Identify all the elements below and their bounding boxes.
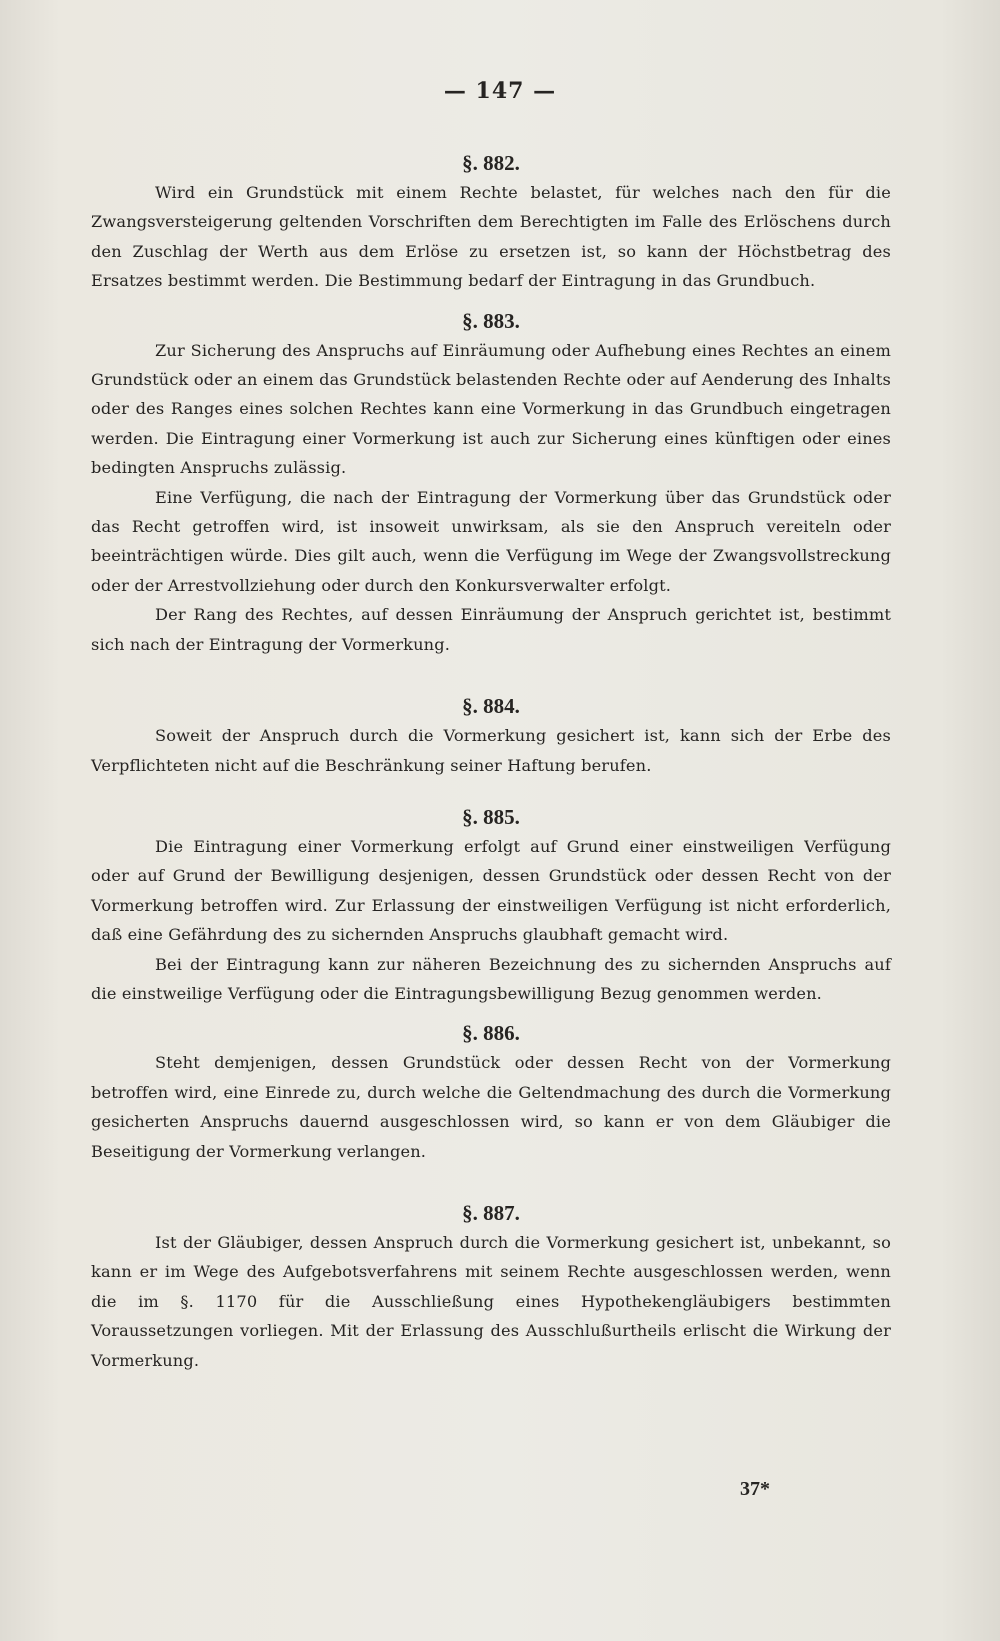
paragraph: Eine Verfügung, die nach der Eintragung der Vormerkung über das Grundstück oder das Recht getroffen wird, ist insoweit unwirksam, als sie den Anspruch vereiteln oder beeinträchtigen würde. Dies gilt auch, wenn die Verfügung im Wege der Zwangsvollstreckung oder der Arrestvollziehung oder durch den Konkursverwalter erfolgt. bbox=[91, 487, 891, 595]
sheet-signature: 37* bbox=[740, 1478, 770, 1500]
paragraph: Der Rang des Rechtes, auf dessen Einräumung der Anspruch gerichtet ist, bestimmt sich nach der Eintragung der Vormerkung. bbox=[91, 605, 891, 654]
paragraph: Die Eintragung einer Vormerkung erfolgt auf Grund einer einstweiligen Verfügung oder auf Grund der Bewilligung desjenigen, dessen Grundstück oder dessen Recht von der Vormerkung betroffen wird. Zur Erlassung der einstweiligen Verfügung ist nicht erforderlich, daß eine Gefährdung des zu sichernden Anspruchs glaubhaft gemacht wird. bbox=[91, 836, 891, 945]
section-885 bbox=[91, 802, 891, 1008]
section-883 bbox=[91, 306, 891, 659]
paragraph: Steht demjenigen, dessen Grundstück oder dessen Recht von der Vormerkung betroffen wird, eine Einrede zu, durch welche die Geltendmachung des durch die Vormerkung gesicherten Anspruchs dauernd ausgeschlossen wird, so kann er von dem Gläubiger die Beseitigung der Vormerkung verlangen. bbox=[91, 1053, 891, 1161]
section-884 bbox=[91, 691, 891, 780]
section-heading: §. 886. bbox=[462, 1021, 520, 1046]
section-heading: §. 885. bbox=[462, 804, 520, 829]
paragraph: Wird ein Grundstück mit einem Rechte belastet, für welches nach den für die Zwangsversteigerung geltenden Vorschriften dem Berechtigten im Falle des Erlöschens durch den Zuschlag der Werth aus dem Erlöse zu ersetzen ist, so kann der Höchstbetrag des Ersatzes bestimmt werden. Die Bestimmung bedarf der Eintragung in das Grundbuch. bbox=[91, 183, 891, 291]
page-content bbox=[91, 148, 891, 1375]
section-886 bbox=[91, 1018, 891, 1166]
section-heading: §. 887. bbox=[462, 1200, 520, 1225]
section-heading: §. 883. bbox=[462, 308, 520, 333]
paragraph: Soweit der Anspruch durch die Vormerkung gesichert ist, kann sich der Erbe des Verpflichteten nicht auf die Beschränkung seiner Haftung berufen. bbox=[91, 726, 891, 775]
section-heading: §. 882. bbox=[462, 151, 520, 175]
section-887 bbox=[91, 1198, 891, 1375]
paragraph: Ist der Gläubiger, dessen Anspruch durch die Vormerkung gesichert ist, unbekannt, so kann er im Wege des Aufgebotsverfahrens mit seinem Rechte ausgeschlossen werden, wenn die im §. 1170 für die Ausschließung eines Hypothekengläubigers bestimmten Voraussetzungen vorliegen. Mit der Erlassung des Ausschlußurtheils erlischt die Wirkung der Vormerkung. bbox=[91, 1232, 891, 1370]
paragraph: Bei der Eintragung kann zur näheren Bezeichnung des zu sichernden Anspruchs auf die einstweilige Verfügung oder die Eintragungsbewilligung Bezug genommen werden. bbox=[91, 954, 891, 1003]
page-number: — 147 — bbox=[443, 78, 557, 104]
section-882 bbox=[91, 148, 891, 296]
paragraph: Zur Sicherung des Anspruchs auf Einräumung oder Aufhebung eines Rechtes an einem Grundstück oder an einem das Grundstück belastenden Rechte oder auf Aenderung des Inhalts oder des Ranges eines solchen Rechtes kann eine Vormerkung in das Grundbuch eingetragen werden. Die Eintragung einer Vormerkung ist auch zur Sicherung eines künftigen oder eines bedingten Anspruchs zulässig. bbox=[91, 340, 891, 478]
section-heading: §. 884. bbox=[462, 694, 520, 719]
